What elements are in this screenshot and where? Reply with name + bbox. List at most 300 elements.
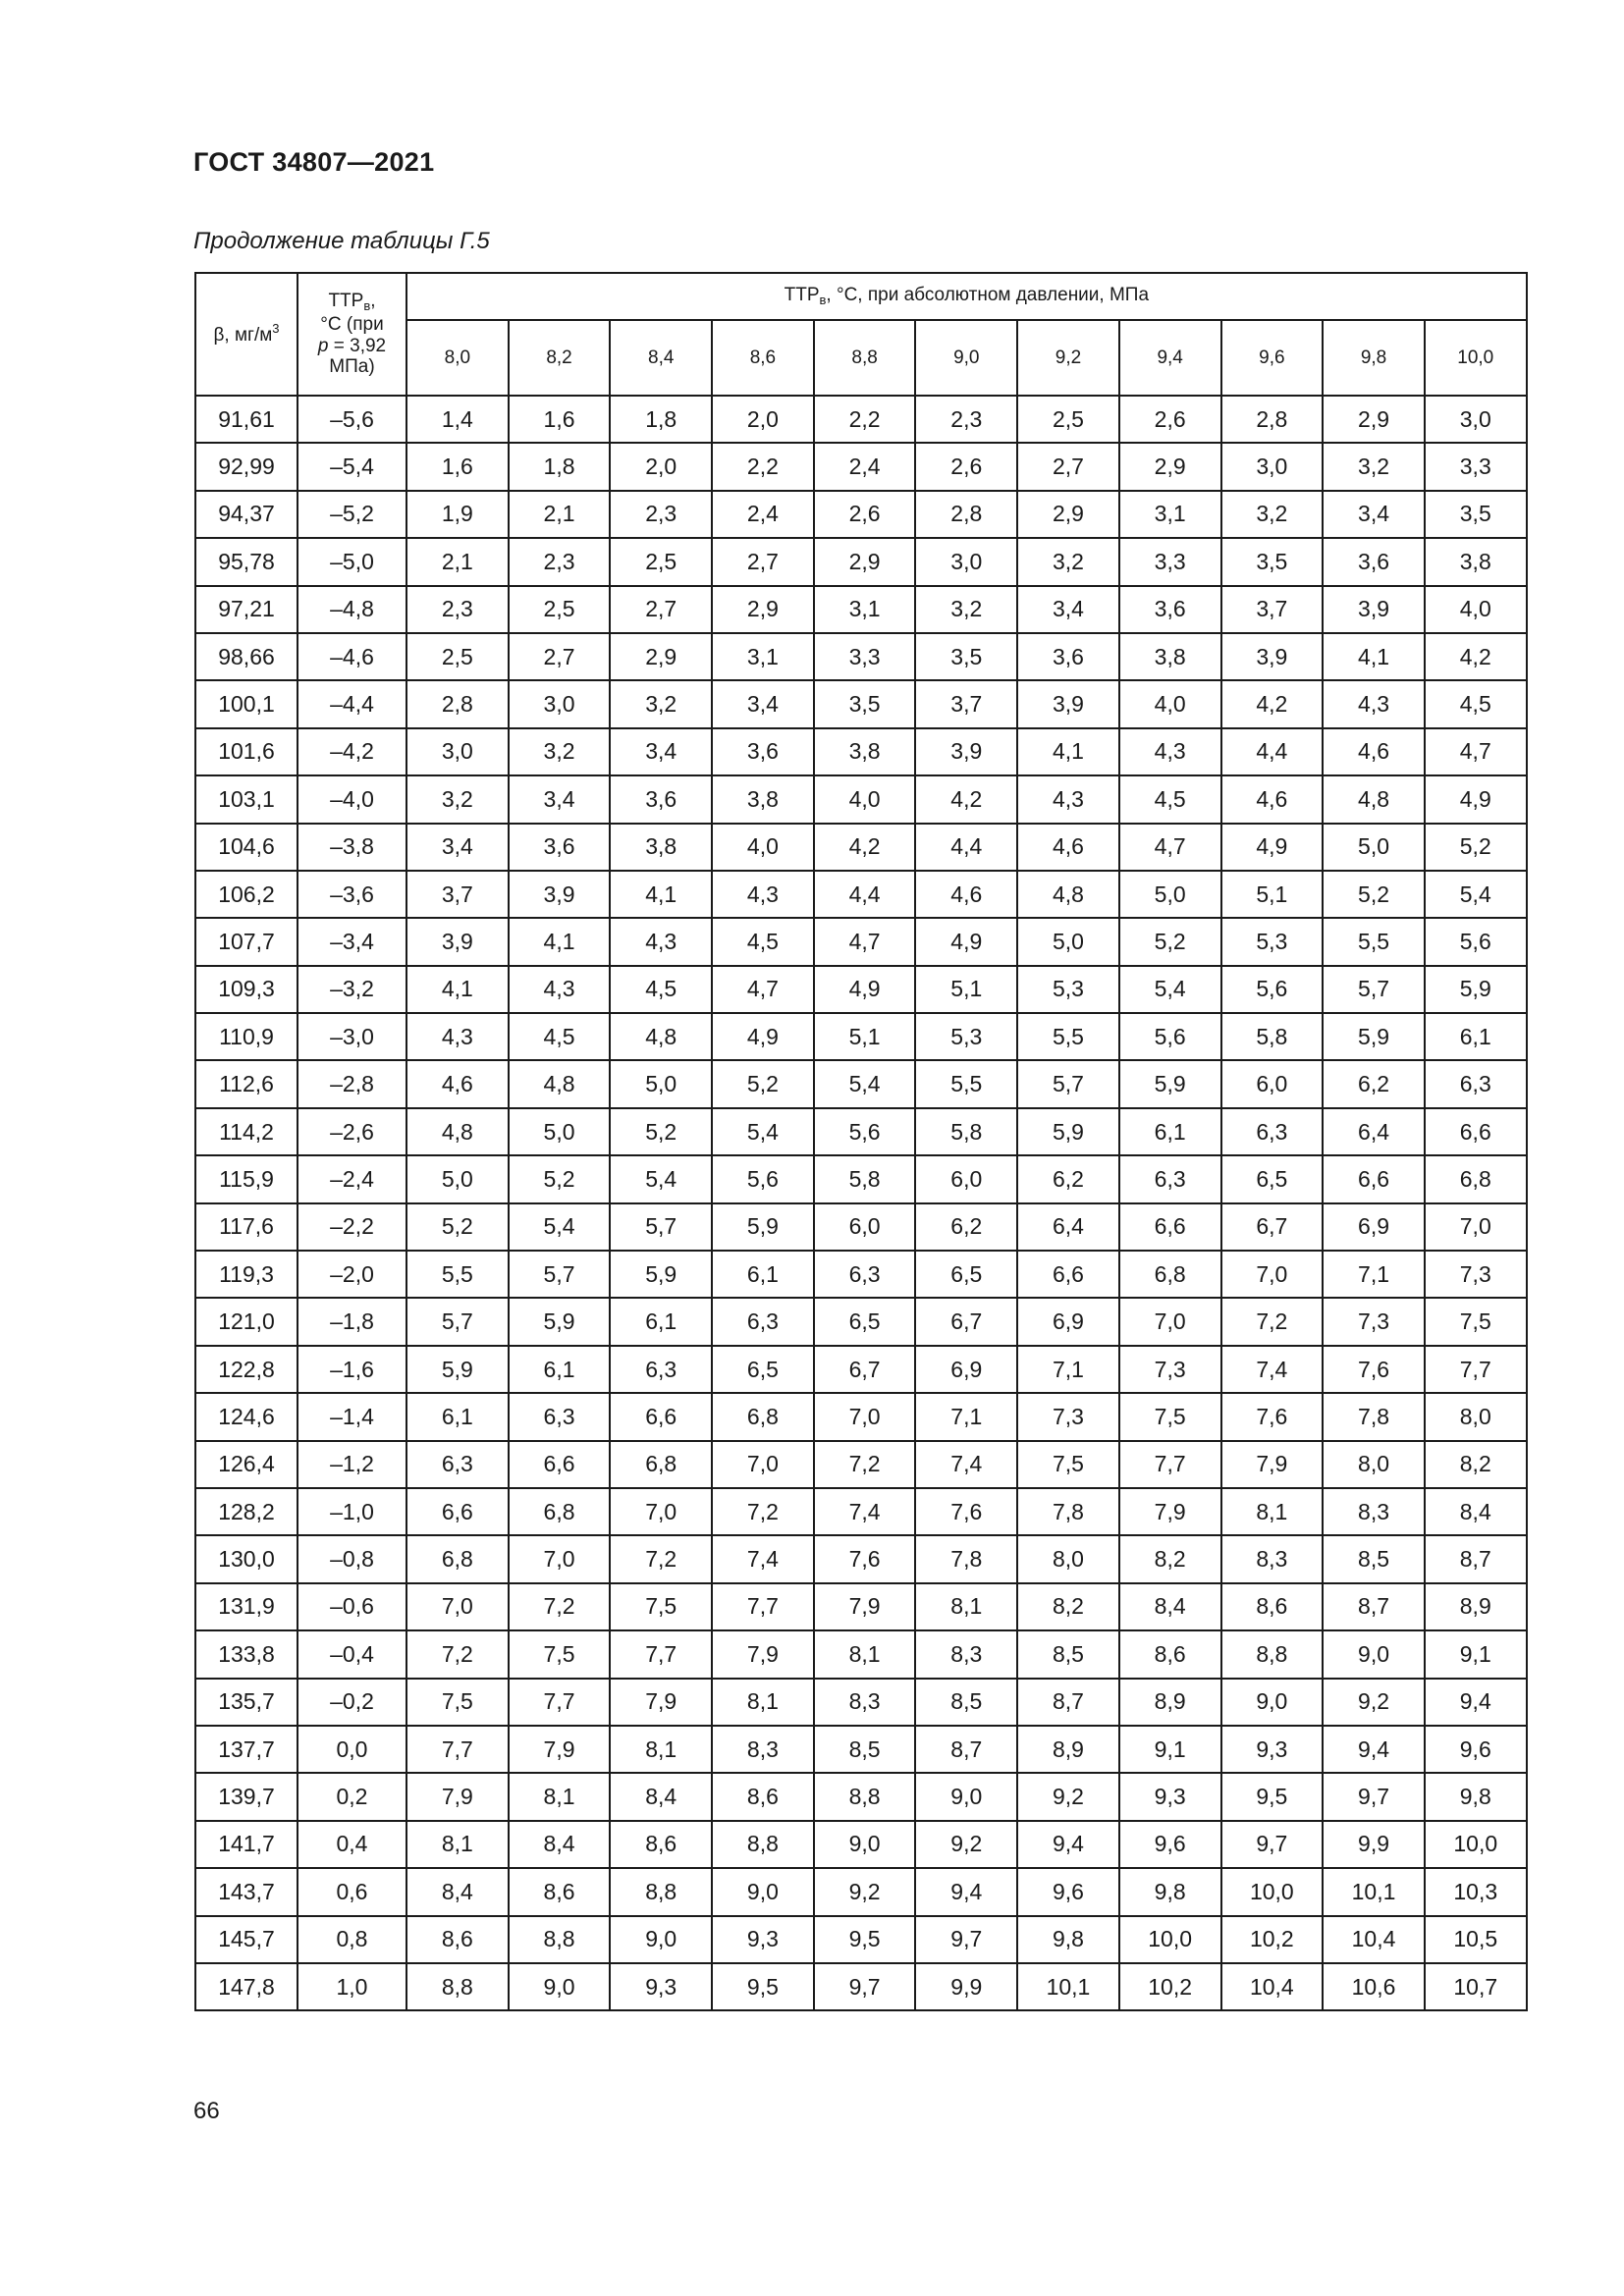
cell-ttr-value: 7,0 <box>1119 1298 1221 1345</box>
cell-ttr-reference: 0,0 <box>298 1726 406 1773</box>
cell-ttr-value: 9,7 <box>1221 1821 1324 1868</box>
cell-ttr-value: 2,3 <box>915 396 1017 443</box>
cell-ttr-value: 6,3 <box>712 1298 814 1345</box>
pressure-header-cell: 8,8 <box>814 320 916 396</box>
cell-ttr-value: 6,8 <box>1119 1251 1221 1298</box>
cell-ttr-value: 2,4 <box>814 443 916 490</box>
cell-ttr-value: 5,0 <box>406 1155 509 1202</box>
table-row <box>195 586 1527 633</box>
cell-ttr-value: 5,7 <box>1017 1060 1119 1107</box>
cell-beta: 131,9 <box>195 1583 298 1630</box>
cell-ttr-value: 10,1 <box>1017 1963 1119 2010</box>
cell-ttr-value: 7,2 <box>1221 1298 1324 1345</box>
cell-ttr-value: 5,3 <box>915 1013 1017 1060</box>
cell-ttr-value: 9,3 <box>712 1916 814 1963</box>
cell-ttr-value: 9,8 <box>1425 1773 1527 1820</box>
cell-beta: 137,7 <box>195 1726 298 1773</box>
cell-ttr-value: 5,4 <box>814 1060 916 1107</box>
cell-ttr-value: 9,4 <box>915 1868 1017 1915</box>
cell-ttr-value: 9,9 <box>1323 1821 1425 1868</box>
cell-ttr-value: 7,3 <box>1323 1298 1425 1345</box>
cell-ttr-value: 3,4 <box>610 728 712 775</box>
cell-ttr-value: 6,7 <box>1221 1203 1324 1251</box>
cell-ttr-value: 4,9 <box>1425 775 1527 823</box>
cell-ttr-value: 4,3 <box>1017 775 1119 823</box>
cell-ttr-value: 3,4 <box>1017 586 1119 633</box>
cell-ttr-value: 8,1 <box>814 1630 916 1678</box>
cell-ttr-value: 5,9 <box>712 1203 814 1251</box>
cell-beta: 133,8 <box>195 1630 298 1678</box>
cell-beta: 126,4 <box>195 1441 298 1488</box>
cell-beta: 107,7 <box>195 918 298 965</box>
cell-ttr-value: 7,7 <box>406 1726 509 1773</box>
header-ttr-line2: °С (при <box>320 313 384 335</box>
table-row <box>195 1868 1527 1915</box>
cell-ttr-value: 6,6 <box>1323 1155 1425 1202</box>
cell-ttr-value: 6,6 <box>509 1441 611 1488</box>
cell-ttr-value: 8,3 <box>1221 1535 1324 1582</box>
cell-ttr-value: 1,6 <box>509 396 611 443</box>
cell-ttr-value: 4,6 <box>915 871 1017 918</box>
cell-ttr-value: 2,6 <box>915 443 1017 490</box>
cell-beta: 122,8 <box>195 1346 298 1393</box>
cell-ttr-value: 6,6 <box>1119 1203 1221 1251</box>
cell-ttr-value: 9,8 <box>1119 1868 1221 1915</box>
cell-ttr-value: 5,9 <box>1425 966 1527 1013</box>
cell-ttr-value: 8,9 <box>1017 1726 1119 1773</box>
cell-ttr-value: 2,3 <box>610 491 712 538</box>
table-row <box>195 1488 1527 1535</box>
cell-ttr-value: 7,9 <box>1221 1441 1324 1488</box>
cell-ttr-value: 9,3 <box>610 1963 712 2010</box>
cell-ttr-value: 8,1 <box>915 1583 1017 1630</box>
cell-beta: 128,2 <box>195 1488 298 1535</box>
cell-ttr-reference: 0,8 <box>298 1916 406 1963</box>
table-row <box>195 1298 1527 1345</box>
cell-ttr-value: 4,9 <box>712 1013 814 1060</box>
cell-ttr-value: 3,5 <box>1425 491 1527 538</box>
cell-ttr-value: 7,9 <box>1119 1488 1221 1535</box>
cell-ttr-value: 8,8 <box>1221 1630 1324 1678</box>
cell-beta: 147,8 <box>195 1963 298 2010</box>
cell-ttr-value: 4,8 <box>610 1013 712 1060</box>
cell-ttr-value: 8,7 <box>915 1726 1017 1773</box>
cell-ttr-value: 4,6 <box>1221 775 1324 823</box>
cell-ttr-value: 1,8 <box>610 396 712 443</box>
cell-ttr-value: 10,3 <box>1425 1868 1527 1915</box>
cell-ttr-value: 7,7 <box>712 1583 814 1630</box>
cell-ttr-value: 3,9 <box>509 871 611 918</box>
cell-beta: 112,6 <box>195 1060 298 1107</box>
cell-ttr-value: 6,0 <box>915 1155 1017 1202</box>
table-row <box>195 966 1527 1013</box>
cell-ttr-value: 3,1 <box>712 633 814 680</box>
cell-ttr-value: 7,2 <box>509 1583 611 1630</box>
cell-ttr-reference: –2,2 <box>298 1203 406 1251</box>
cell-ttr-value: 10,6 <box>1323 1963 1425 2010</box>
cell-ttr-value: 5,0 <box>509 1108 611 1155</box>
header-ttr-sub: в <box>363 297 371 313</box>
cell-ttr-value: 2,5 <box>1017 396 1119 443</box>
cell-ttr-value: 4,9 <box>915 918 1017 965</box>
table-row <box>195 633 1527 680</box>
cell-ttr-value: 6,9 <box>1017 1298 1119 1345</box>
header-ttr-line1-tail: , <box>370 290 376 311</box>
cell-ttr-value: 8,5 <box>814 1726 916 1773</box>
cell-ttr-value: 6,3 <box>406 1441 509 1488</box>
cell-ttr-value: 9,7 <box>1323 1773 1425 1820</box>
cell-ttr-value: 4,5 <box>1425 680 1527 727</box>
table-row <box>195 1203 1527 1251</box>
cell-ttr-value: 5,6 <box>1221 966 1324 1013</box>
cell-ttr-value: 8,4 <box>406 1868 509 1915</box>
cell-ttr-value: 2,7 <box>509 633 611 680</box>
cell-ttr-value: 6,4 <box>1323 1108 1425 1155</box>
cell-ttr-value: 10,0 <box>1425 1821 1527 1868</box>
cell-ttr-value: 5,8 <box>814 1155 916 1202</box>
cell-ttr-value: 8,0 <box>1425 1393 1527 1440</box>
cell-ttr-value: 7,2 <box>610 1535 712 1582</box>
cell-ttr-value: 9,0 <box>915 1773 1017 1820</box>
cell-ttr-reference: –3,4 <box>298 918 406 965</box>
cell-ttr-value: 5,9 <box>610 1251 712 1298</box>
cell-ttr-value: 2,8 <box>915 491 1017 538</box>
table-row <box>195 1583 1527 1630</box>
pressure-header-cell: 8,6 <box>712 320 814 396</box>
cell-ttr-value: 8,6 <box>509 1868 611 1915</box>
cell-ttr-reference: –1,2 <box>298 1441 406 1488</box>
cell-ttr-value: 5,9 <box>509 1298 611 1345</box>
cell-ttr-value: 4,7 <box>814 918 916 965</box>
cell-ttr-value: 8,8 <box>712 1821 814 1868</box>
cell-ttr-value: 4,3 <box>406 1013 509 1060</box>
cell-ttr-value: 9,5 <box>814 1916 916 1963</box>
cell-ttr-value: 3,7 <box>915 680 1017 727</box>
cell-ttr-value: 8,4 <box>1119 1583 1221 1630</box>
cell-ttr-value: 3,2 <box>509 728 611 775</box>
cell-ttr-value: 2,3 <box>406 586 509 633</box>
cell-ttr-value: 4,7 <box>1119 824 1221 871</box>
cell-ttr-value: 3,2 <box>1221 491 1324 538</box>
cell-ttr-value: 6,0 <box>1221 1060 1324 1107</box>
cell-ttr-value: 2,8 <box>1221 396 1324 443</box>
header-ttr-reference <box>298 273 406 396</box>
cell-ttr-value: 1,4 <box>406 396 509 443</box>
cell-ttr-value: 9,0 <box>610 1916 712 1963</box>
table-row <box>195 680 1527 727</box>
cell-ttr-value: 4,4 <box>915 824 1017 871</box>
cell-ttr-value: 5,6 <box>1119 1013 1221 1060</box>
cell-ttr-value: 4,2 <box>915 775 1017 823</box>
cell-ttr-value: 7,7 <box>1119 1441 1221 1488</box>
cell-ttr-value: 8,7 <box>1425 1535 1527 1582</box>
cell-ttr-value: 8,8 <box>509 1916 611 1963</box>
cell-ttr-value: 6,3 <box>509 1393 611 1440</box>
cell-ttr-value: 1,9 <box>406 491 509 538</box>
cell-ttr-value: 7,1 <box>1017 1346 1119 1393</box>
cell-ttr-value: 3,6 <box>1017 633 1119 680</box>
cell-ttr-value: 8,7 <box>1017 1679 1119 1726</box>
cell-ttr-value: 5,6 <box>712 1155 814 1202</box>
cell-beta: 119,3 <box>195 1251 298 1298</box>
cell-ttr-value: 2,9 <box>712 586 814 633</box>
cell-ttr-value: 9,1 <box>1425 1630 1527 1678</box>
cell-ttr-value: 9,0 <box>1323 1630 1425 1678</box>
cell-beta: 100,1 <box>195 680 298 727</box>
cell-ttr-reference: –4,6 <box>298 633 406 680</box>
pressure-header-cell: 8,0 <box>406 320 509 396</box>
cell-ttr-value: 5,2 <box>406 1203 509 1251</box>
cell-ttr-value: 4,8 <box>406 1108 509 1155</box>
cell-ttr-value: 7,9 <box>814 1583 916 1630</box>
cell-ttr-value: 5,5 <box>915 1060 1017 1107</box>
header-group-post: , °С, при абсолютном давлении, МПа <box>826 285 1150 306</box>
cell-ttr-value: 5,0 <box>1323 824 1425 871</box>
cell-ttr-value: 2,3 <box>509 538 611 585</box>
cell-ttr-value: 3,8 <box>1119 633 1221 680</box>
cell-ttr-value: 4,1 <box>509 918 611 965</box>
header-ttr-line1: ТТР <box>328 290 364 311</box>
cell-beta: 109,3 <box>195 966 298 1013</box>
cell-ttr-value: 7,4 <box>1221 1346 1324 1393</box>
table-header <box>195 273 1527 396</box>
cell-ttr-reference: –0,2 <box>298 1679 406 1726</box>
cell-ttr-value: 8,4 <box>610 1773 712 1820</box>
cell-ttr-value: 6,1 <box>712 1251 814 1298</box>
cell-ttr-value: 2,8 <box>406 680 509 727</box>
cell-ttr-value: 6,2 <box>1323 1060 1425 1107</box>
cell-ttr-value: 3,9 <box>915 728 1017 775</box>
cell-ttr-value: 9,3 <box>1221 1726 1324 1773</box>
cell-ttr-value: 6,5 <box>915 1251 1017 1298</box>
cell-ttr-value: 5,8 <box>1221 1013 1324 1060</box>
cell-ttr-value: 9,5 <box>712 1963 814 2010</box>
cell-beta: 114,2 <box>195 1108 298 1155</box>
cell-ttr-value: 10,2 <box>1221 1916 1324 1963</box>
cell-ttr-value: 4,7 <box>712 966 814 1013</box>
cell-ttr-value: 9,2 <box>1323 1679 1425 1726</box>
cell-ttr-value: 9,4 <box>1425 1679 1527 1726</box>
table-row <box>195 1013 1527 1060</box>
cell-ttr-value: 8,8 <box>406 1963 509 2010</box>
cell-ttr-value: 5,5 <box>1323 918 1425 965</box>
cell-ttr-value: 3,5 <box>915 633 1017 680</box>
cell-ttr-value: 5,5 <box>1017 1013 1119 1060</box>
cell-ttr-value: 6,8 <box>509 1488 611 1535</box>
cell-ttr-value: 4,7 <box>1425 728 1527 775</box>
cell-ttr-value: 10,5 <box>1425 1916 1527 1963</box>
cell-ttr-value: 3,1 <box>1119 491 1221 538</box>
cell-ttr-value: 7,6 <box>915 1488 1017 1535</box>
pressure-header-cell: 10,0 <box>1425 320 1527 396</box>
table-row <box>195 1773 1527 1820</box>
table-caption: Продолжение таблицы Г.5 <box>193 228 490 254</box>
table-row <box>195 1821 1527 1868</box>
cell-ttr-value: 3,4 <box>406 824 509 871</box>
cell-ttr-value: 3,9 <box>1017 680 1119 727</box>
cell-ttr-value: 6,2 <box>1017 1155 1119 1202</box>
cell-ttr-value: 2,2 <box>814 396 916 443</box>
cell-beta: 121,0 <box>195 1298 298 1345</box>
cell-ttr-value: 3,3 <box>1119 538 1221 585</box>
cell-ttr-value: 3,8 <box>814 728 916 775</box>
cell-ttr-reference: –3,0 <box>298 1013 406 1060</box>
cell-ttr-value: 4,8 <box>1017 871 1119 918</box>
cell-ttr-reference: –1,4 <box>298 1393 406 1440</box>
cell-ttr-value: 6,1 <box>406 1393 509 1440</box>
table-row <box>195 824 1527 871</box>
cell-ttr-value: 5,2 <box>509 1155 611 1202</box>
cell-ttr-value: 5,7 <box>509 1251 611 1298</box>
cell-beta: 130,0 <box>195 1535 298 1582</box>
cell-ttr-reference: –4,4 <box>298 680 406 727</box>
cell-ttr-value: 9,2 <box>915 1821 1017 1868</box>
cell-ttr-value: 8,6 <box>1221 1583 1324 1630</box>
table-row <box>195 1155 1527 1202</box>
cell-ttr-value: 4,0 <box>712 824 814 871</box>
header-pressure-group <box>406 273 1527 320</box>
cell-beta: 106,2 <box>195 871 298 918</box>
table-row <box>195 918 1527 965</box>
cell-ttr-reference: –5,6 <box>298 396 406 443</box>
cell-ttr-reference: –0,8 <box>298 1535 406 1582</box>
cell-ttr-value: 7,6 <box>1221 1393 1324 1440</box>
cell-ttr-value: 2,5 <box>406 633 509 680</box>
cell-ttr-value: 2,9 <box>1017 491 1119 538</box>
cell-ttr-value: 8,2 <box>1017 1583 1119 1630</box>
cell-ttr-value: 8,6 <box>712 1773 814 1820</box>
cell-ttr-value: 7,0 <box>610 1488 712 1535</box>
cell-ttr-value: 2,5 <box>610 538 712 585</box>
cell-ttr-value: 6,8 <box>712 1393 814 1440</box>
cell-ttr-value: 2,6 <box>814 491 916 538</box>
cell-ttr-value: 4,6 <box>406 1060 509 1107</box>
cell-beta: 110,9 <box>195 1013 298 1060</box>
cell-ttr-value: 6,8 <box>406 1535 509 1582</box>
cell-ttr-reference: –4,2 <box>298 728 406 775</box>
cell-ttr-value: 3,2 <box>915 586 1017 633</box>
cell-ttr-value: 4,9 <box>1221 824 1324 871</box>
cell-ttr-value: 7,8 <box>1323 1393 1425 1440</box>
cell-ttr-value: 4,8 <box>1323 775 1425 823</box>
cell-ttr-value: 7,6 <box>814 1535 916 1582</box>
cell-ttr-value: 4,8 <box>509 1060 611 1107</box>
table-row <box>195 443 1527 490</box>
cell-ttr-value: 7,2 <box>814 1441 916 1488</box>
cell-ttr-value: 2,1 <box>406 538 509 585</box>
header-ttr-p: p <box>317 335 329 356</box>
cell-ttr-value: 4,4 <box>814 871 916 918</box>
cell-ttr-value: 6,0 <box>814 1203 916 1251</box>
header-ttr-line4: МПа) <box>329 356 375 378</box>
cell-ttr-value: 3,8 <box>610 824 712 871</box>
cell-ttr-value: 7,4 <box>814 1488 916 1535</box>
cell-ttr-value: 7,9 <box>610 1679 712 1726</box>
cell-ttr-reference: –1,8 <box>298 1298 406 1345</box>
table-row <box>195 1916 1527 1963</box>
cell-ttr-value: 5,2 <box>610 1108 712 1155</box>
cell-ttr-reference: –2,4 <box>298 1155 406 1202</box>
cell-ttr-value: 7,1 <box>915 1393 1017 1440</box>
cell-ttr-value: 7,1 <box>1323 1251 1425 1298</box>
header-beta-label: β, мг/м <box>213 325 273 347</box>
table-row <box>195 396 1527 443</box>
cell-ttr-value: 3,0 <box>915 538 1017 585</box>
cell-ttr-value: 3,9 <box>406 918 509 965</box>
cell-beta: 101,6 <box>195 728 298 775</box>
cell-ttr-reference: –3,8 <box>298 824 406 871</box>
cell-ttr-value: 7,5 <box>1017 1441 1119 1488</box>
cell-ttr-value: 7,4 <box>712 1535 814 1582</box>
table-row <box>195 491 1527 538</box>
cell-ttr-value: 3,4 <box>712 680 814 727</box>
cell-ttr-value: 4,2 <box>814 824 916 871</box>
cell-ttr-value: 4,0 <box>814 775 916 823</box>
cell-ttr-value: 5,9 <box>406 1346 509 1393</box>
cell-ttr-value: 8,3 <box>712 1726 814 1773</box>
cell-ttr-value: 9,7 <box>814 1963 916 2010</box>
table-row <box>195 538 1527 585</box>
cell-ttr-value: 9,9 <box>915 1963 1017 2010</box>
header-beta <box>195 273 298 396</box>
cell-ttr-value: 7,7 <box>1425 1346 1527 1393</box>
cell-ttr-value: 3,6 <box>1119 586 1221 633</box>
cell-ttr-value: 9,0 <box>1221 1679 1324 1726</box>
header-group-sub: в <box>819 293 827 308</box>
cell-beta: 115,9 <box>195 1155 298 1202</box>
cell-ttr-value: 7,7 <box>509 1679 611 1726</box>
cell-ttr-value: 4,3 <box>712 871 814 918</box>
cell-ttr-value: 7,2 <box>712 1488 814 1535</box>
cell-beta: 103,1 <box>195 775 298 823</box>
pressure-header-cell: 8,2 <box>509 320 611 396</box>
cell-ttr-value: 5,1 <box>814 1013 916 1060</box>
cell-ttr-reference: –1,0 <box>298 1488 406 1535</box>
cell-ttr-value: 5,4 <box>1119 966 1221 1013</box>
cell-ttr-value: 6,5 <box>814 1298 916 1345</box>
cell-ttr-value: 8,1 <box>610 1726 712 1773</box>
cell-ttr-value: 3,4 <box>509 775 611 823</box>
cell-ttr-value: 6,6 <box>1017 1251 1119 1298</box>
cell-ttr-value: 3,7 <box>406 871 509 918</box>
cell-ttr-value: 8,3 <box>814 1679 916 1726</box>
cell-ttr-reference: –3,2 <box>298 966 406 1013</box>
pressure-header-cell: 9,8 <box>1323 320 1425 396</box>
cell-beta: 97,21 <box>195 586 298 633</box>
cell-ttr-value: 8,8 <box>814 1773 916 1820</box>
cell-ttr-reference: –5,4 <box>298 443 406 490</box>
cell-ttr-value: 4,6 <box>1323 728 1425 775</box>
cell-beta: 139,7 <box>195 1773 298 1820</box>
cell-ttr-value: 7,3 <box>1017 1393 1119 1440</box>
cell-ttr-value: 8,2 <box>1119 1535 1221 1582</box>
cell-ttr-value: 2,4 <box>712 491 814 538</box>
cell-ttr-value: 5,4 <box>1425 871 1527 918</box>
pressure-header-cell: 9,4 <box>1119 320 1221 396</box>
cell-ttr-reference: –0,6 <box>298 1583 406 1630</box>
cell-ttr-value: 2,9 <box>610 633 712 680</box>
table-row <box>195 728 1527 775</box>
cell-ttr-value: 5,0 <box>610 1060 712 1107</box>
cell-ttr-value: 4,5 <box>509 1013 611 1060</box>
cell-ttr-reference: –2,8 <box>298 1060 406 1107</box>
cell-ttr-value: 7,0 <box>1425 1203 1527 1251</box>
cell-ttr-value: 5,5 <box>406 1251 509 1298</box>
cell-ttr-value: 7,5 <box>406 1679 509 1726</box>
header-beta-sup: 3 <box>272 321 280 337</box>
cell-ttr-value: 10,0 <box>1221 1868 1324 1915</box>
cell-ttr-value: 6,3 <box>1425 1060 1527 1107</box>
